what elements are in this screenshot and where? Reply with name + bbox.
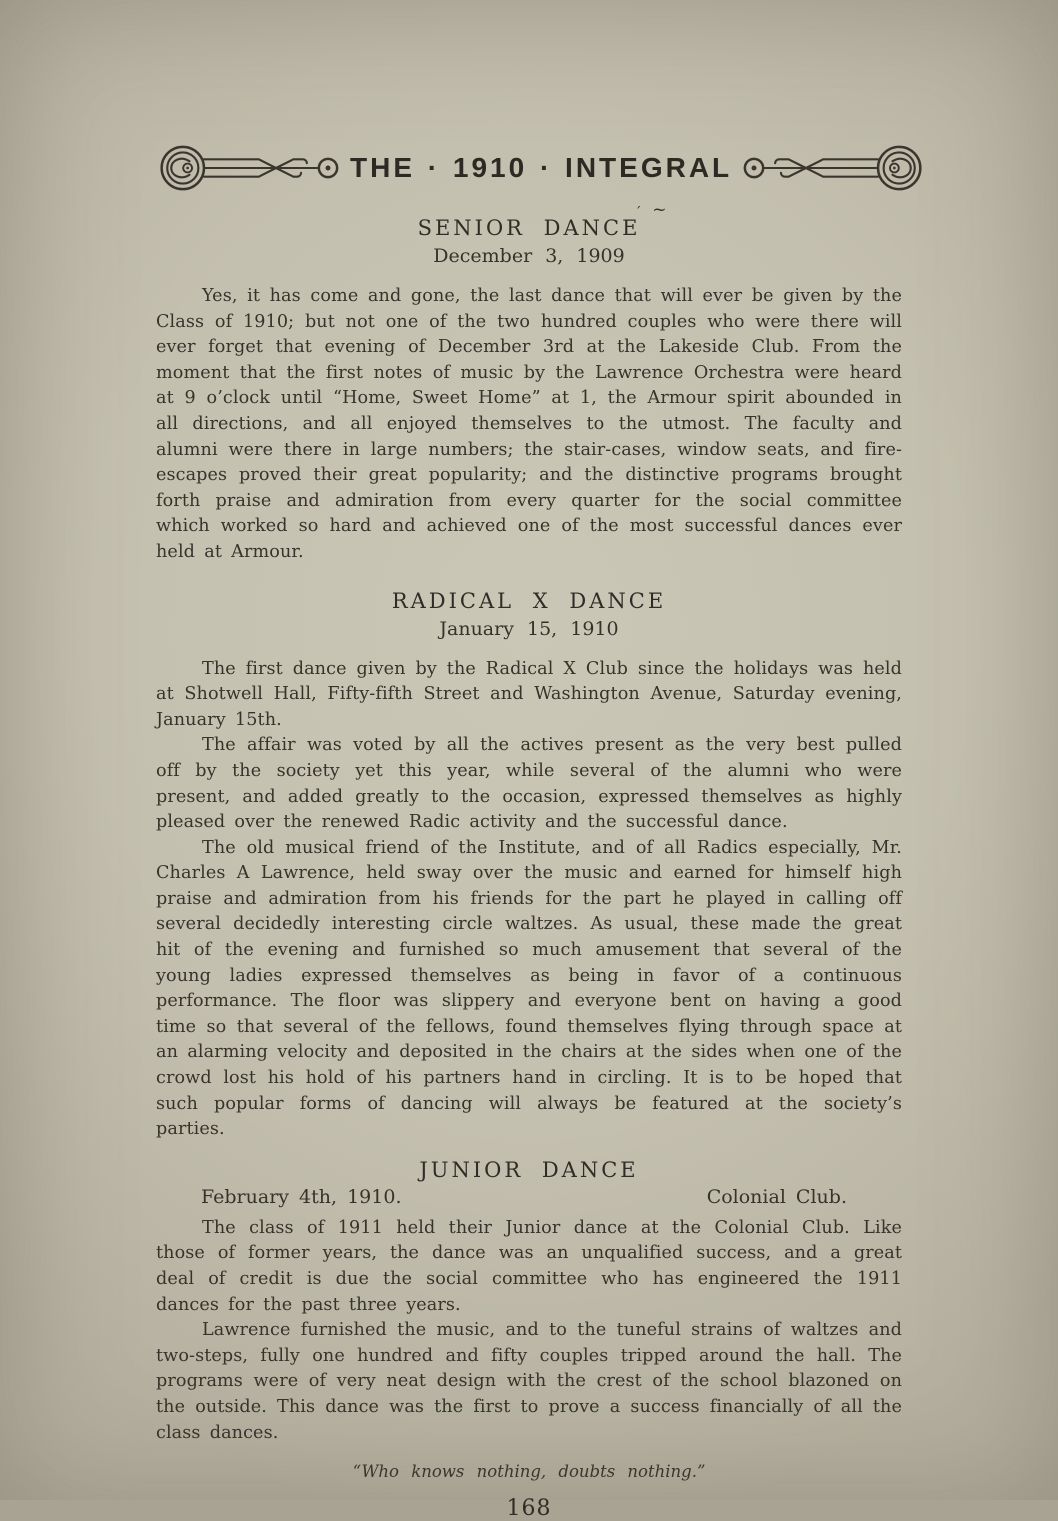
- junior-date-row: [156, 1186, 902, 1208]
- flourish-right-icon: [732, 143, 926, 193]
- page-content: [156, 0, 902, 1521]
- section-date: December 3, 1909: [433, 245, 625, 267]
- junior-date: February 4th, 1910.: [201, 1185, 402, 1208]
- section-heading: SENIOR DANCE ˊ ~: [417, 200, 667, 240]
- paragraph: The affair was voted by all the actives present as the very best pulled off by the society yet this year, while several of the alumni who were present, and added greatly to the occasion, expressed themselves as highly pleased over the renewed Radic activity and the successful dance.: [156, 735, 902, 833]
- section-date: January 15, 1910: [439, 617, 619, 640]
- page-header: [156, 0, 902, 193]
- flourish-left-icon: [156, 143, 350, 193]
- paragraph: The class of 1911 held their Junior dance at the Colonial Club. Like those of former years, the dance was an unqualified success, and a great deal of credit is due the social committee who has engineered the 1911 dances for the past three years.: [156, 1217, 902, 1315]
- print-artifact-accent: ˊ: [634, 205, 642, 221]
- paragraph: Lawrence furnished the music, and to the tuneful strains of waltzes and two-steps, fully one hundred and fifty couples tripped around the hall. The programs were of very neat design with the crest of the school blazoned on the outside. This dance was the first to prove a success financially of all the class dances.: [156, 1320, 902, 1443]
- section-heading: JUNIOR DANCE: [419, 1157, 639, 1182]
- section-radical-x-dance: [156, 589, 902, 1143]
- section-heading: RADICAL X DANCE: [391, 588, 667, 613]
- paragraph: Yes, it has come and gone, the last dance that will ever be given by the Class of 1910; but not one of the two hundred couples who were there will ever forget that evening of December 3rd at the Lakeside Club. From the moment that the first notes of music by the Lawrence Orchestra were heard at 9 o’clock until “Home, Sweet Home” at 1, the Armour spirit abounded in all directions, and all enjoyed themselves to the utmost. The faculty and alumni were there in large numbers; the stair-cases, window seats, and fire-escapes proved their great popularity; and the distinctive programs brought forth praise and admiration from every quarter for the social committee which worked so hard and achieved one of the most successful dances ever held at Armour.: [156, 286, 902, 562]
- print-artifact-squiggle: ~: [652, 200, 667, 220]
- section-junior-dance: [156, 1158, 902, 1446]
- paragraph: The first dance given by the Radical X Club since the holidays was held at Shotwell Hall, Fifty-fifth Street and Washington Avenue, Saturday evening, January 15th.: [156, 658, 902, 730]
- paragraph: The old musical friend of the Institute, and of all Radics especially, Mr. Charles A Lawrence, held sway over the music and earned for himself high praise and admiration from his friends for the part he played in calling off several decidedly interesting circle waltzes. As usual, these made the great hit of the evening and furnished so much amusement that several of the young ladies expressed themselves as being in favor of a continuous performance. The floor was slippery and everyone bent on having a good time so that several of the fellows, found themselves flying through space at an alarming velocity and deposited in the chairs at the sides when one of the crowd lost his hold of his partners hand in circling. It is to be hoped that such popular forms of dancing will always be featured at the society’s parties.: [156, 837, 902, 1140]
- section-senior-dance: [156, 200, 902, 566]
- page-title: THE · 1910 · INTEGRAL: [350, 152, 733, 183]
- junior-venue: Colonial Club.: [706, 1185, 847, 1208]
- footer-quote: “Who knows nothing, doubts nothing.”: [352, 1462, 706, 1482]
- page-number: 168: [506, 1496, 552, 1521]
